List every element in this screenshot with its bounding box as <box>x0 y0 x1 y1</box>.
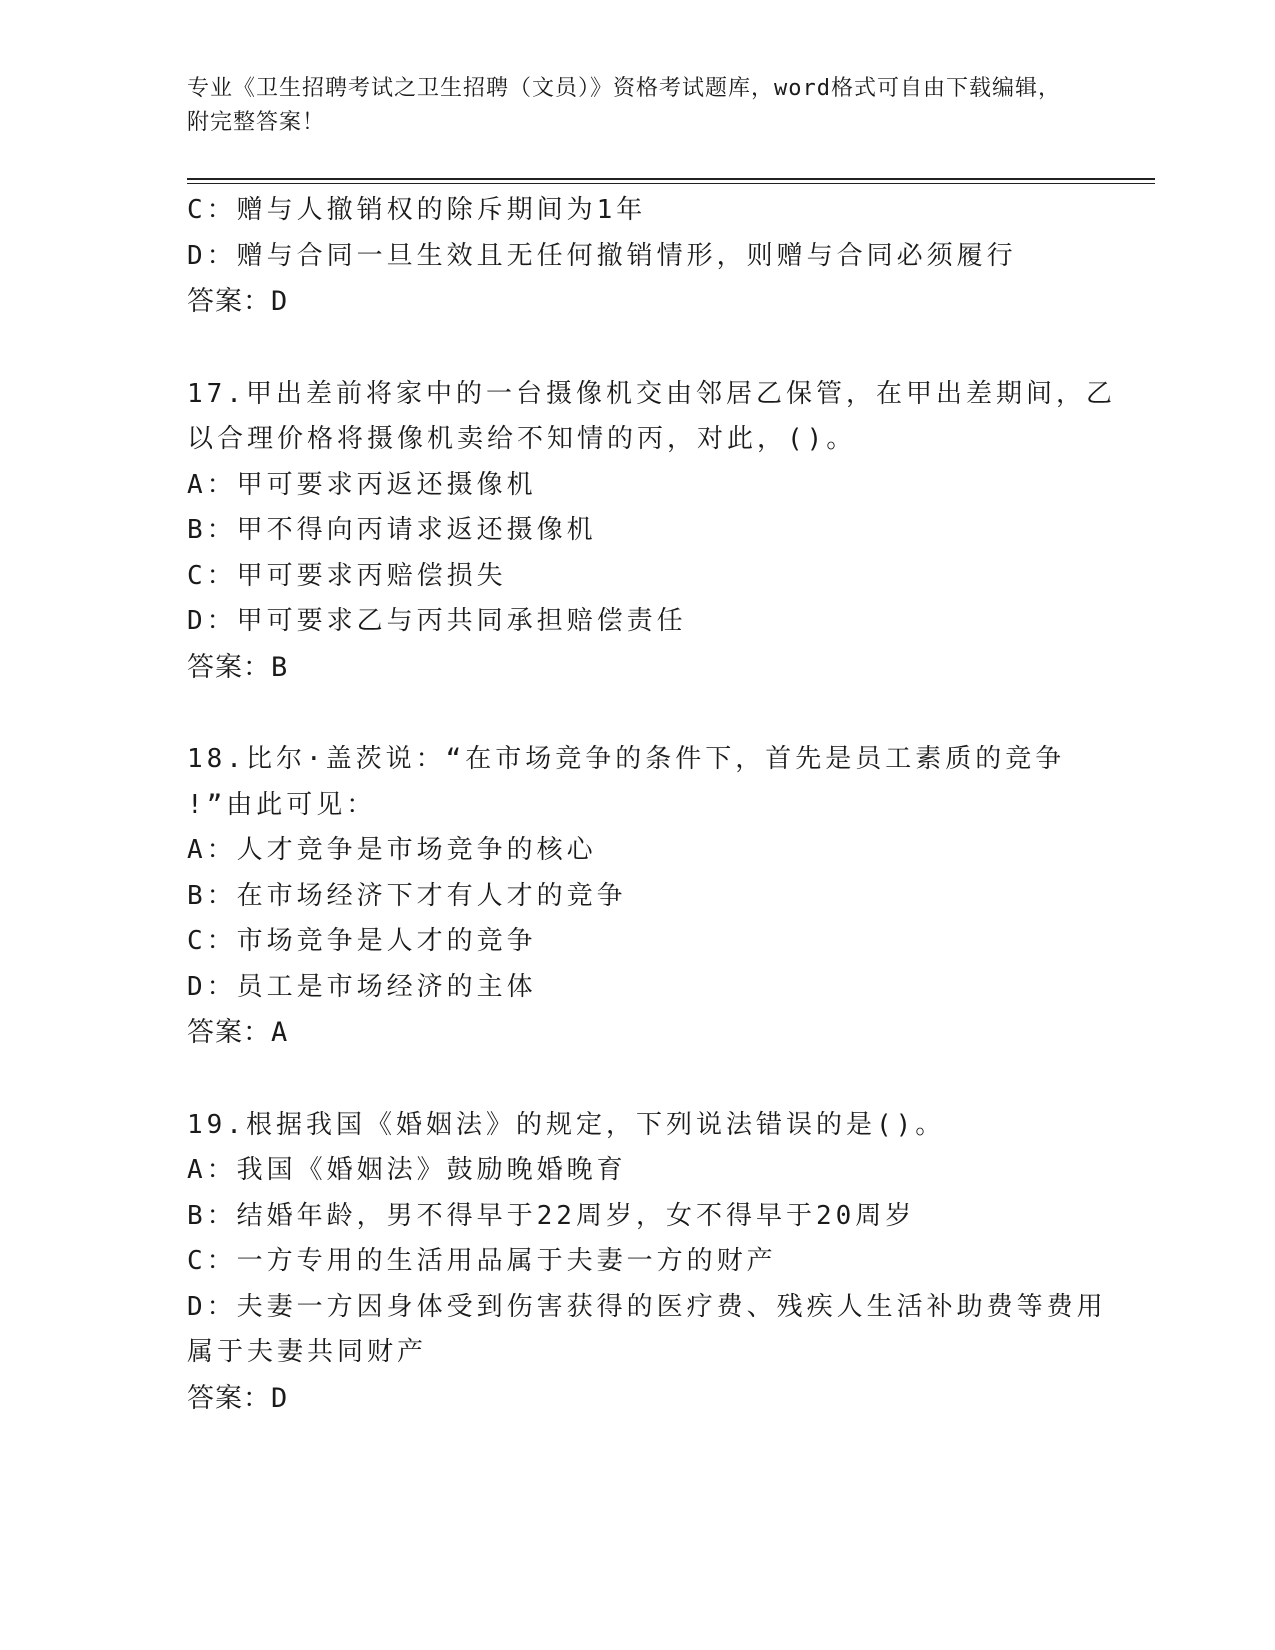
spacer <box>187 325 1087 372</box>
answer-line: 答案：B <box>187 651 289 683</box>
spacer <box>187 690 1087 737</box>
document-header: 专业《卫生招聘考试之卫生招聘（文员）》资格考试题库，word格式可自由下载编辑，附完整答案！ <box>187 76 1061 135</box>
option-a: A：我国《婚姻法》鼓励晚婚晚育 <box>187 1155 627 1185</box>
spacer <box>187 1056 1087 1103</box>
question-18 <box>187 737 1087 1056</box>
option-b: B：结婚年龄，男不得早于22周岁，女不得早于20周岁 <box>187 1200 916 1231</box>
option-c: C：甲可要求丙赔偿损失 <box>187 560 507 591</box>
option-b: B：甲不得向丙请求返还摄像机 <box>187 515 597 545</box>
question-17 <box>187 372 1116 691</box>
question-16-continued <box>187 188 1087 325</box>
question-19 <box>187 1103 1107 1422</box>
question-stem: 17.甲出差前将家中的一台摄像机交由邻居乙保管，在甲出差期间，乙 <box>187 378 1116 409</box>
answer-line: 答案：D <box>187 286 289 317</box>
option-b: B：在市场经济下才有人才的竞争 <box>187 880 627 911</box>
option-d-continued: 属于夫妻共同财产 <box>187 1337 428 1367</box>
header-rule-thick <box>187 178 1155 180</box>
question-list <box>187 188 1116 1421</box>
question-stem: 19.根据我国《婚姻法》的规定，下列说法错误的是()。 <box>187 1109 946 1140</box>
option-d: D：赠与合同一旦生效且无任何撤销情形，则赠与合同必须履行 <box>187 240 1017 271</box>
option-d: D：员工是市场经济的主体 <box>187 971 537 1002</box>
option-c: C：一方专用的生活用品属于夫妻一方的财产 <box>187 1246 777 1276</box>
option-a: A：人才竞争是市场竞争的核心 <box>187 835 597 865</box>
question-stem: 18.比尔·盖茨说：“在市场竞争的条件下，首先是员工素质的竞争 <box>187 744 1066 774</box>
option-c: C：赠与人撤销权的除斥期间为1年 <box>187 195 647 225</box>
question-stem: 以合理价格将摄像机卖给不知情的丙，对此，()。 <box>187 424 857 454</box>
header-rule-thin <box>187 183 1155 184</box>
option-d: D：夫妻一方因身体受到伤害获得的医疗费、残疾人生活补助费等费用 <box>187 1291 1107 1322</box>
option-a: A：甲可要求丙返还摄像机 <box>187 469 537 500</box>
option-d: D：甲可要求乙与丙共同承担赔偿责任 <box>187 606 687 636</box>
answer-line: 答案：A <box>187 1017 289 1048</box>
option-c: C：市场竞争是人才的竞争 <box>187 926 537 956</box>
answer-line: 答案：D <box>187 1382 289 1414</box>
question-stem: !”由此可见： <box>187 789 377 820</box>
